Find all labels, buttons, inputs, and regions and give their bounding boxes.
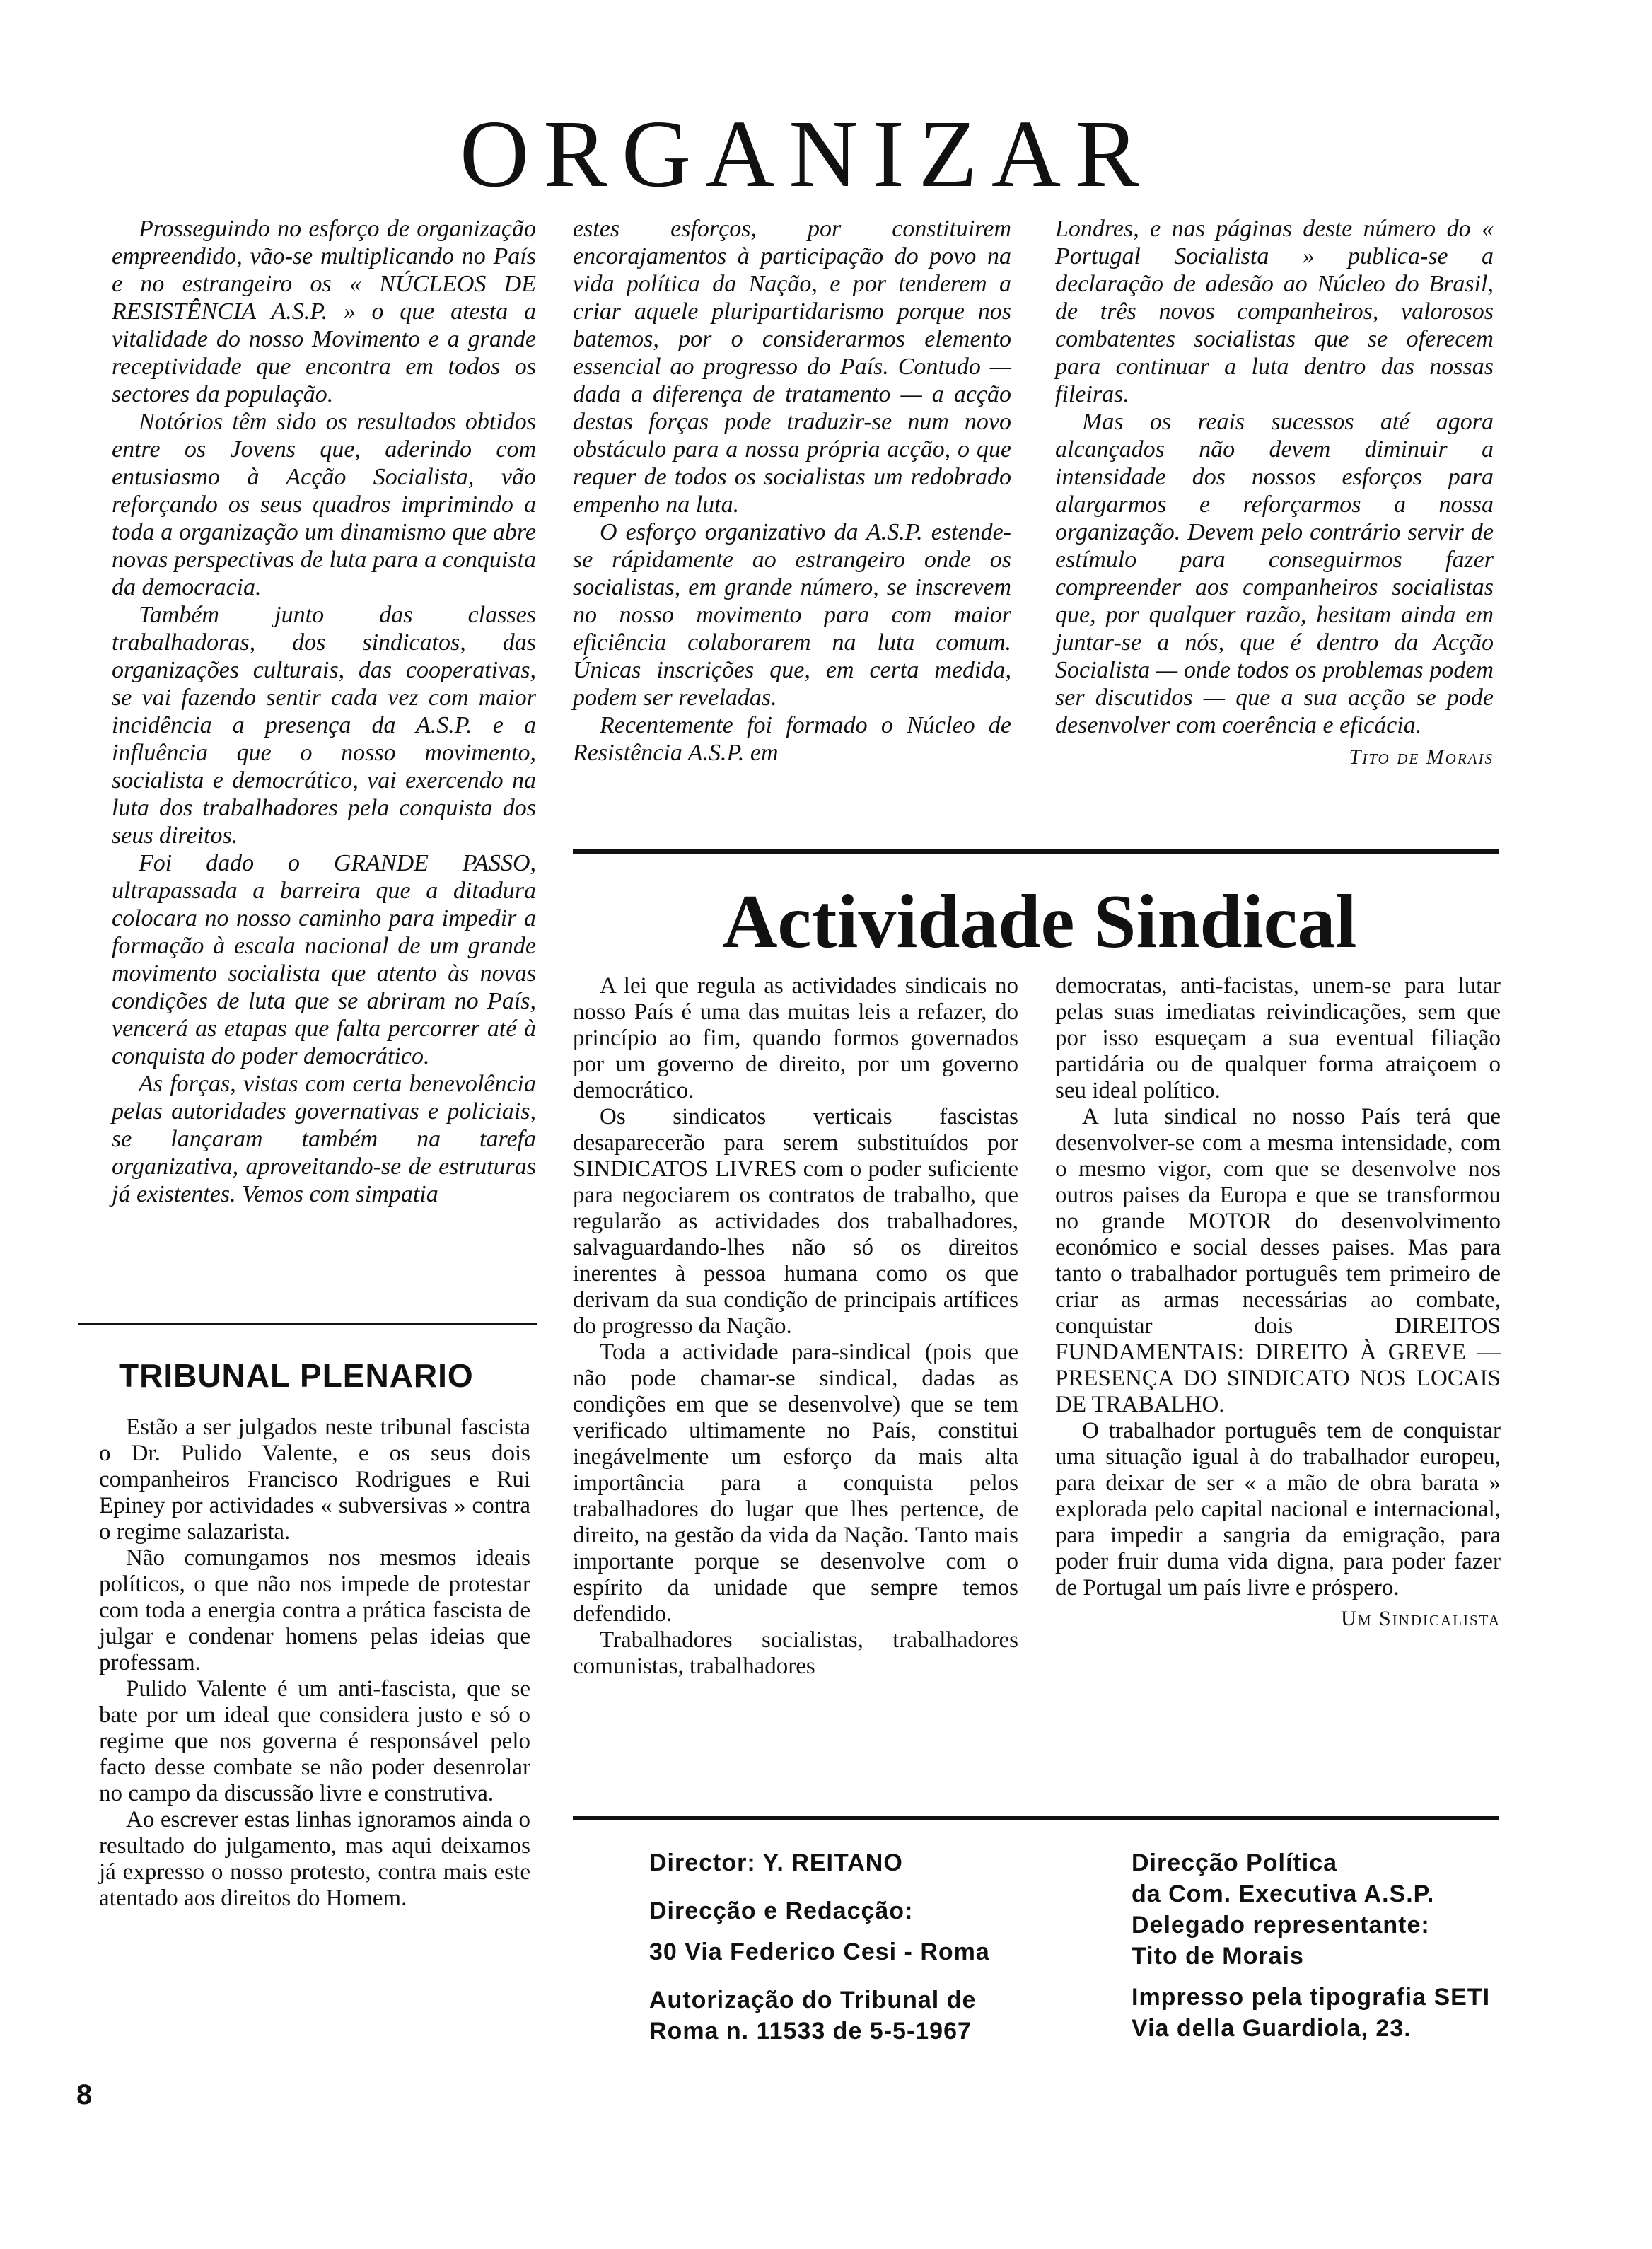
imprint-direccao-politica: da Com. Executiva A.S.P. bbox=[1132, 1881, 1435, 1907]
paragraph: Londres, e nas páginas deste número do « Portugal Socialista » publica-se a declaração de adesão ao Núcleo do Brasil, de três novos companheiros, valorosos combatentes socialistas que se oferecem para continuar a luta dentro das nossas fileiras. bbox=[1055, 216, 1494, 407]
paragraph: democratas, anti-facistas, unem-se para lutar pelas suas imediatas reivindicações, sem que por isso esqueçam a sua eventual filiação partidária ou de qualquer forma atraiçoem o seu ideal político. bbox=[1055, 973, 1501, 1103]
imprint-autorizacao: Autorização do Tribunal de bbox=[649, 1987, 977, 2013]
paragraph: estes esforços, por constituirem encorajamentos à participação do povo na vida política da Nação, e por tenderem a criar aquele pluripartidarismo porque nos batemos, por o considerarmos elemento essencial ao progresso do País. Contudo — dada a diferença de tratamento — a acção destas forças pode traduzir-se num novo obstáculo para a nossa própria acção, o que requer de todos os socialistas um redobrado empenho na luta. bbox=[573, 216, 1011, 518]
paragraph: Prosseguindo no esforço de organização empreendido, vão-se multiplicando no País e no estrangeiro os « NÚCLEOS DE RESISTÊNCIA A.S.P. » o que atesta a vitalidade do nosso Movimento e a grande receptividade que encontra em todos os sectores da população. bbox=[112, 216, 536, 407]
imprint-left bbox=[649, 1847, 1045, 2047]
paragraph: Estão a ser julgados neste tribunal fascista o Dr. Pulido Valente, e os seus dois companheiros Francisco Rodrigues e Rui Epiney por actividades « subversivas » contra o regime salazarista. bbox=[99, 1414, 530, 1545]
article-title-organizar: ORGANIZAR bbox=[460, 101, 1153, 207]
imprint-impresso: Via della Guardiola, 23. bbox=[1132, 2015, 1412, 2042]
imprint-right bbox=[1132, 1847, 1499, 2044]
paragraph: Não comungamos nos mesmos ideais políticos, o que não nos impede de protestar com toda a energia contra a prática fascista de julgar e condenar homens pelas ideias que professam. bbox=[99, 1545, 530, 1675]
tribunal-column bbox=[99, 1414, 530, 1912]
organizar-column-2 bbox=[573, 215, 1011, 767]
imprint-direccao-politica: Direcção Política bbox=[1132, 1849, 1338, 1876]
paragraph: O trabalhador português tem de conquistar uma situação igual à do trabalhador europeu, para deixar de ser « a mão de obra barata » explorada pelo capital nacional e internacional, para impedir a sangria da emigração, para poder fruir duma vida digna, para poder fazer de Portugal um país livre e próspero. bbox=[1055, 1418, 1501, 1600]
paragraph: Ao escrever estas linhas ignoramos ainda o resultado do julgamento, mas aqui deixamos já expresso o nosso protesto, contra mais este atentado aos direitos do Homem. bbox=[99, 1807, 530, 1911]
paragraph: Os sindicatos verticais fascistas desaparecerão para serem substituídos por SINDICATOS LIVRES com o poder suficiente para negociarem os contratos de trabalho, que regularão as actividades dos trabalhadores, salvaguardando-lhes não só os direitos inerentes à pessoa humana como os que derivam da sua condição de principais artífices do progresso da Nação. bbox=[573, 1104, 1018, 1339]
imprint-impresso: Impresso pela tipografia SETI bbox=[1132, 1984, 1491, 2011]
paragraph: A lei que regula as actividades sindicais no nosso País é uma das muitas leis a refazer, do princípio ao fim, quando formos governados por um governo de direito, por um governo democrático. bbox=[573, 973, 1018, 1103]
signature: Tito de Morais bbox=[1349, 745, 1494, 769]
imprint-address: 30 Via Federico Cesi - Roma bbox=[649, 1939, 990, 1965]
paragraph: As forças, vistas com certa benevolência pelas autoridades governativas e policiais, se lançaram também na tarefa organizativa, aproveitando-se de estruturas já existentes. Vemos com simpatia bbox=[112, 1071, 536, 1207]
article-title-tribunal: TRIBUNAL PLENARIO bbox=[119, 1357, 474, 1394]
page-number: 8 bbox=[76, 2079, 93, 2110]
imprint-autorizacao: Roma n. 11533 de 5-5-1967 bbox=[649, 2018, 972, 2045]
paragraph: Mas os reais sucessos até agora alcançados não devem diminuir a intensidade dos nossos esforços para alargarmos e reforçarmos a nossa organização. Devem pelo contrário servir de estímulo para conseguirmos fazer compreender aos companheiros socialistas que, por qualquer razão, hesitam ainda em juntar-se a nós, que é dentro da Acção Socialista — onde todos os problemas podem ser discutidos — que a sua acção se pode desenvolver com coerência e eficácia. bbox=[1055, 409, 1494, 738]
paragraph: Notórios têm sido os resultados obtidos entre os Jovens que, aderindo com entusiasmo à Acção Socialista, vão reforçando os seus quadros imprimindo a toda a organização um dinamismo que abre novas perspectivas de luta para a conquista da democracia. bbox=[112, 409, 536, 600]
signature: Um Sindicalista bbox=[1341, 1607, 1501, 1630]
imprint-delegado-nome: Tito de Morais bbox=[1132, 1943, 1304, 1970]
paragraph: Foi dado o GRANDE PASSO, ultrapassada a barreira que a ditadura colocara no nosso caminho para impedir a formação à escala nacional de um grande movimento socialista que atento às novas condições de luta que se abriram no País, vencerá as etapas que falta percorrer até à conquista do poder democrático. bbox=[112, 850, 536, 1069]
organizar-column-1 bbox=[112, 215, 536, 1208]
section-divider bbox=[573, 849, 1499, 854]
article-title-sindical: Actividade Sindical bbox=[722, 880, 1357, 964]
imprint-delegado: Delegado representante: bbox=[1132, 1912, 1430, 1939]
paragraph: Trabalhadores socialistas, trabalhadores comunistas, trabalhadores bbox=[573, 1627, 1018, 1679]
paragraph: A luta sindical no nosso País terá que desenvolver-se com a mesma intensidade, com o mesmo vigor, com que se desenvolve nos outros paises da Europa e que se transformou no grande MOTOR do desenvolvimento económico e social desses paises. Mas para tanto o trabalhador português tem primeiro de criar as armas necessárias ao combate, conquistar dois DIREITOS FUNDAMENTAIS: DIREITO À GREVE — PRESENÇA DO SINDICATO NOS LOCAIS DE TRABALHO. bbox=[1055, 1104, 1501, 1417]
paragraph: Recentemente foi formado o Núcleo de Resistência A.S.P. em bbox=[573, 712, 1011, 766]
paragraph: Toda a actividade para-sindical (pois que não pode chamar-se sindical, dadas as condições em que se desenvolve) que se tem verificado ultimamente no País, constitui inegávelmente um esforço da mais alta importância para a conquista pelos trabalhadores do lugar que lhes pertence, de direito, na gestão da vida da Nação. Tanto mais importante porque se desenvolve com o espírito da unidade que sempre temos defendido. bbox=[573, 1339, 1018, 1627]
paragraph: O esforço organizativo da A.S.P. estende-se rápidamente ao estrangeiro onde os socialistas, em grande número, se inscrevem no nosso movimento para com maior eficiência colaborarem na luta comum. Únicas inscrições que, em certa medida, podem ser reveladas. bbox=[573, 519, 1011, 711]
paragraph: Também junto das classes trabalhadoras, dos sindicatos, das organizações culturais, das cooperativas, se vai fazendo sentir cada vez com maior incidência a presença da A.S.P. e a influência que o nosso movimento, socialista e democrático, vai exercendo na luta dos trabalhadores pela conquista dos seus direitos. bbox=[112, 602, 536, 849]
sindical-column-2 bbox=[1055, 973, 1501, 1632]
imprint-redaccao: Direcção e Redacção: bbox=[649, 1898, 914, 1924]
organizar-column-3 bbox=[1055, 215, 1494, 771]
section-divider bbox=[573, 1816, 1499, 1820]
section-divider bbox=[78, 1323, 537, 1325]
imprint-director: Director: Y. REITANO bbox=[649, 1849, 903, 1876]
paragraph: Pulido Valente é um anti-fascista, que se bate por um ideal que considera justo e só o regime que nos governa é responsável pelo facto desse combate se não poder desenrolar no campo da discussão livre e construtiva. bbox=[99, 1676, 530, 1806]
sindical-column-1 bbox=[573, 973, 1018, 1680]
